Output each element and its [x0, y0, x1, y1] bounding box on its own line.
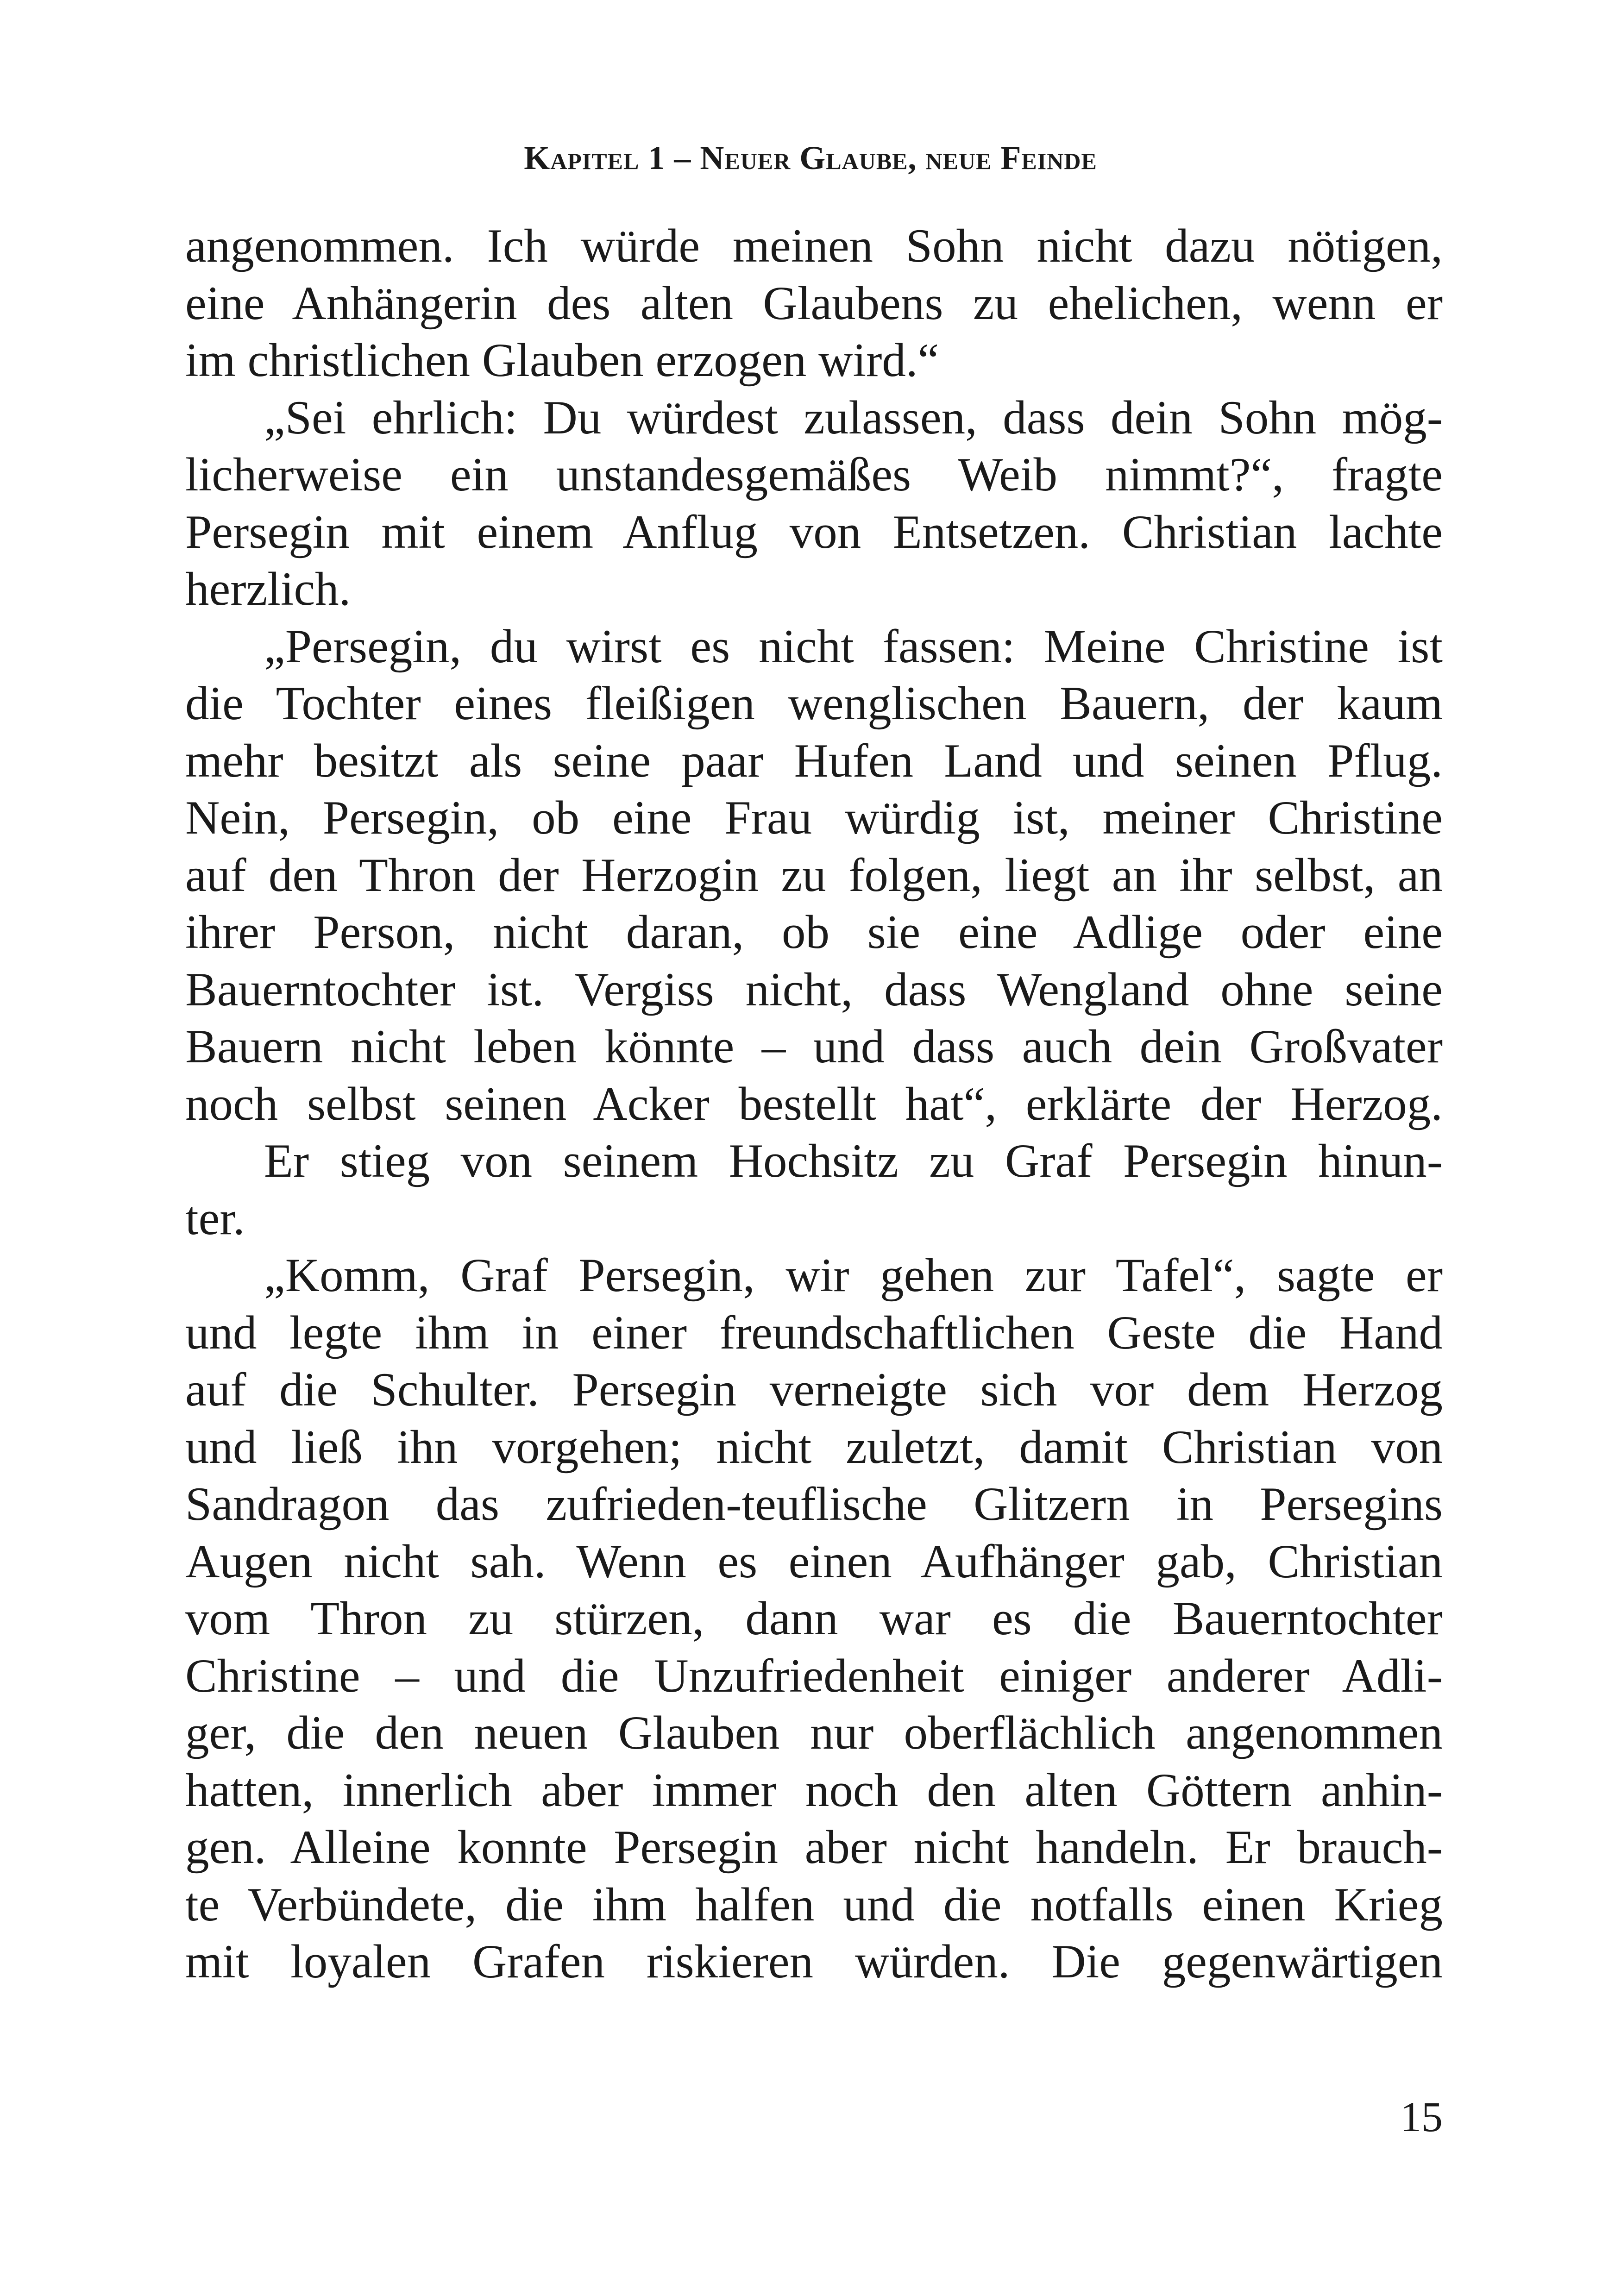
- text-line: eine Anhängerin des alten Glaubens zu ehelichen, wenn er: [185, 276, 1443, 330]
- text-line: „Sei ehrlich: Du würdest zulassen, dass dein Sohn mög-: [264, 391, 1443, 444]
- text-line: die Tochter eines fleißigen wenglischen Bauern, der kaum: [185, 677, 1443, 730]
- text-line: und ließ ihn vorgehen; nicht zuletzt, damit Christian von: [185, 1420, 1443, 1474]
- text-line: Nein, Persegin, ob eine Frau würdig ist, meiner Christine: [185, 791, 1443, 844]
- text-line: Bauern nicht leben könnte – und dass auch dein Großvater: [185, 1020, 1443, 1073]
- text-line: Augen nicht sah. Wenn es einen Aufhänger gab, Christian: [185, 1535, 1443, 1588]
- text-line: Er stieg von seinem Hochsitz zu Graf Persegin hinun-: [264, 1135, 1443, 1187]
- text-line: auf den Thron der Herzogin zu folgen, liegt an ihr selbst, an: [185, 848, 1443, 902]
- body-text: [185, 218, 1443, 1991]
- text-line: Christine – und die Unzufriedenheit einiger anderer Adli-: [185, 1649, 1443, 1702]
- text-line: auf die Schulter. Persegin verneigte sich vor dem Herzog: [185, 1363, 1443, 1416]
- text-line: und legte ihm in einer freundschaftlichen Geste die Hand: [185, 1306, 1443, 1359]
- text-line: Persegin mit einem Anflug von Entsetzen. Christian lachte: [185, 505, 1443, 558]
- text-line: „Persegin, du wirst es nicht fassen: Meine Christine ist: [264, 620, 1443, 673]
- text-line: „Komm, Graf Persegin, wir gehen zur Tafel“, sagte er: [264, 1249, 1443, 1302]
- text-line: ger, die den neuen Glauben nur oberflächlich angenommen: [185, 1706, 1443, 1759]
- text-line: im christlichen Glauben erzogen wird.“: [185, 334, 939, 387]
- text-line: ihrer Person, nicht daran, ob sie eine Adlige oder eine: [185, 906, 1443, 959]
- text-line: vom Thron zu stürzen, dann war es die Bauerntochter: [185, 1592, 1443, 1645]
- text-line: Bauerntochter ist. Vergiss nicht, dass Wengland ohne seine: [185, 963, 1443, 1016]
- running-head: Kapitel 1 – Neuer Glaube, neue Feinde: [524, 139, 1097, 176]
- text-line: noch selbst seinen Acker bestellt hat“, erklärte der Herzog.: [185, 1077, 1443, 1130]
- text-line: mit loyalen Grafen riskieren würden. Die gegenwärtigen: [185, 1935, 1443, 1988]
- text-line: angenommen. Ich würde meinen Sohn nicht dazu nötigen,: [185, 220, 1443, 272]
- text-line: mehr besitzt als seine paar Hufen Land und seinen Pflug.: [185, 734, 1443, 787]
- text-line: licherweise ein unstandesgemäßes Weib nimmt?“, fragte: [185, 448, 1443, 501]
- text-line: hatten, innerlich aber immer noch den alten Göttern anhin-: [185, 1763, 1443, 1817]
- text-line: herzlich.: [185, 563, 351, 615]
- text-line: gen. Alleine konnte Persegin aber nicht handeln. Er brauch-: [185, 1821, 1443, 1874]
- text-line: Sandragon das zufrieden-teuflische Glitzern in Persegins: [185, 1478, 1443, 1531]
- text-line: ter.: [185, 1192, 245, 1245]
- text-line: te Verbündete, die ihm halfen und die notfalls einen Krieg: [185, 1878, 1443, 1931]
- page-number: 15: [1400, 2093, 1443, 2140]
